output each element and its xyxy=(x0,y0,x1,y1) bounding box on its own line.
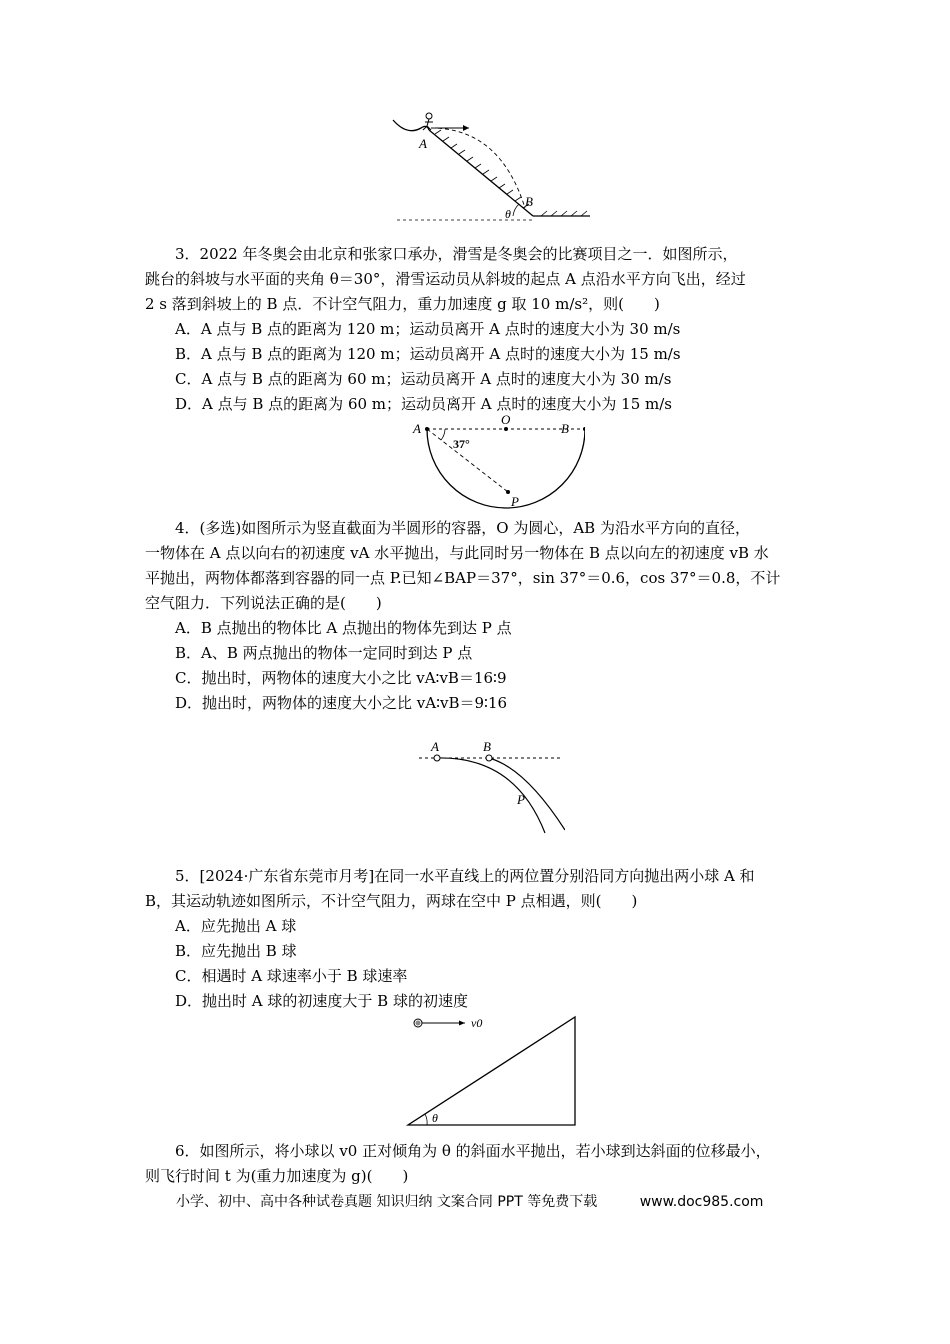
q4-option-a[interactable]: A．B 点抛出的物体比 A 点抛出的物体先到达 P 点 xyxy=(175,619,512,637)
q6-line-2: 则飞行时间 t 为(重力加速度为 g)( ) xyxy=(145,1167,409,1185)
ski-slope-figure xyxy=(385,108,595,226)
q4-option-b[interactable]: B．A、B 两点抛出的物体一定同时到达 P 点 xyxy=(175,644,473,662)
q4-line-3: 平抛出，两物体都落到容器的同一点 P.已知∠BAP＝37°，sin 37°＝0.6，cos 37°＝0.8，不计 xyxy=(145,569,781,587)
q3-option-b[interactable]: B．A 点与 B 点的距离为 120 m；运动员离开 A 点时的速度大小为 15 m/s xyxy=(175,345,681,363)
label-theta: θ xyxy=(505,207,511,221)
label-b: B xyxy=(483,739,491,754)
footer-text: 小学、初中、高中各种试卷真题 知识归纳 文案合同 PPT 等免费下载 xyxy=(176,1194,598,1210)
label-a: A xyxy=(413,421,421,436)
q6-line-1: 6．如图所示，将小球以 v0 正对倾角为 θ 的斜面水平抛出，若小球到达斜面的位移最小， xyxy=(175,1142,771,1160)
label-o: O xyxy=(501,414,511,427)
incline-figure xyxy=(405,1012,585,1130)
q4-line-1: 4．(多选)如图所示为竖直截面为半圆形的容器，O 为圆心，AB 为沿水平方向的直径， xyxy=(175,519,750,537)
label-theta: θ xyxy=(432,1111,438,1125)
q5-option-d[interactable]: D．抛出时 A 球的初速度大于 B 球的初速度 xyxy=(175,992,468,1010)
footer xyxy=(176,1193,763,1211)
q5-option-c[interactable]: C．相遇时 A 球速率小于 B 球速率 xyxy=(175,967,408,985)
q5-option-b[interactable]: B．应先抛出 B 球 xyxy=(175,942,297,960)
q3-option-a[interactable]: A．A 点与 B 点的距离为 120 m；运动员离开 A 点时的速度大小为 30 m/s xyxy=(175,320,681,338)
label-a: A xyxy=(419,136,427,151)
q4-option-c[interactable]: C．抛出时，两物体的速度大小之比 vA∶vB＝16∶9 xyxy=(175,669,507,687)
q5-line-1: 5．[2024·广东省东莞市月考]在同一水平直线上的两位置分别沿同方向抛出两小球 A 和 xyxy=(175,867,755,885)
label-b: B xyxy=(525,194,533,209)
q4-line-2: 一物体在 A 点以向右的初速度 vA 水平抛出，与此同时另一物体在 B 点以向左的初速度 vB 水 xyxy=(145,544,769,562)
label-p: P xyxy=(511,494,519,509)
label-p: P xyxy=(517,792,525,807)
label-b: B xyxy=(561,421,569,436)
q3-line-2: 跳台的斜坡与水平面的夹角 θ＝30°，滑雪运动员从斜坡的起点 A 点沿水平方向飞出，经过 xyxy=(145,270,746,288)
q5-line-2: B，其运动轨迹如图所示，不计空气阻力，两球在空中 P 点相遇，则( ) xyxy=(145,892,638,910)
semicircle-figure xyxy=(405,414,585,514)
q3-option-d[interactable]: D．A 点与 B 点的距离为 60 m；运动员离开 A 点时的速度大小为 15 m/s xyxy=(175,395,673,413)
footer-link[interactable]: www.doc985.com xyxy=(639,1194,764,1210)
q3-option-c[interactable]: C．A 点与 B 点的距离为 60 m；运动员离开 A 点时的速度大小为 30 m/s xyxy=(175,370,672,388)
q4-line-4: 空气阻力．下列说法正确的是( ) xyxy=(145,594,382,612)
label-angle: 37° xyxy=(453,437,470,451)
label-a: A xyxy=(431,739,439,754)
q5-option-a[interactable]: A．应先抛出 A 球 xyxy=(175,917,297,935)
q3-line-3: 2 s 落到斜坡上的 B 点．不计空气阻力，重力加速度 g 取 10 m/s²，则( ) xyxy=(145,295,660,313)
q3-line-1: 3．2022 年冬奥会由北京和张家口承办，滑雪是冬奥会的比赛项目之一．如图所示， xyxy=(175,245,738,263)
trajectories-figure xyxy=(415,738,565,836)
q4-option-d[interactable]: D．抛出时，两物体的速度大小之比 vA∶vB＝9∶16 xyxy=(175,694,508,712)
label-v0: v0 xyxy=(471,1016,483,1030)
